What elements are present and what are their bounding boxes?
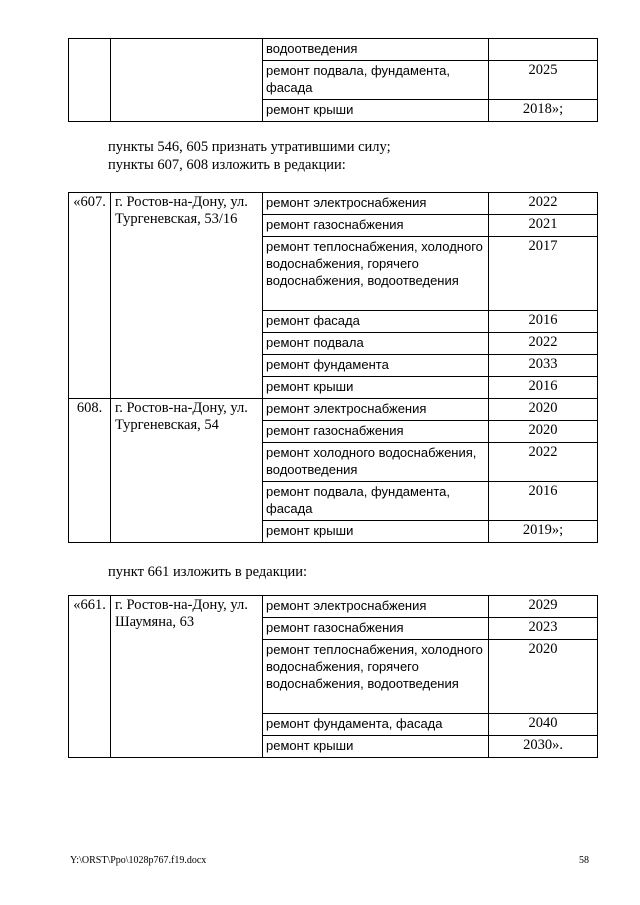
cell-year: 2030». bbox=[489, 736, 598, 758]
cell-address: г. Ростов-на-Дону, ул. Тургеневская, 54 bbox=[111, 399, 263, 543]
cell-work: ремонт электроснабжения bbox=[263, 399, 489, 421]
cell-work: ремонт электроснабжения bbox=[263, 193, 489, 215]
cell-work: ремонт газоснабжения bbox=[263, 215, 489, 237]
cell-number bbox=[69, 39, 111, 122]
cell-work: ремонт фасада bbox=[263, 311, 489, 333]
cell-year: 2025 bbox=[489, 61, 598, 100]
cell-work: ремонт газоснабжения bbox=[263, 421, 489, 443]
cell-number: «661. bbox=[69, 596, 111, 758]
table-items-607-608 bbox=[68, 192, 598, 543]
cell-year: 2020 bbox=[489, 399, 598, 421]
cell-work: ремонт фундамента bbox=[263, 355, 489, 377]
cell-year: 2020 bbox=[489, 640, 598, 714]
cell-year: 2022 bbox=[489, 193, 598, 215]
cell-year: 2040 bbox=[489, 714, 598, 736]
cell-work: ремонт крыши bbox=[263, 377, 489, 399]
cell-year: 2033 bbox=[489, 355, 598, 377]
cell-year: 2016 bbox=[489, 482, 598, 521]
cell-year: 2020 bbox=[489, 421, 598, 443]
cell-work: ремонт подвала, фундамента, фасада bbox=[263, 482, 489, 521]
cell-work: ремонт теплоснабжения, холодного водоснабжения, горячего водоснабжения, водоотведения bbox=[263, 640, 489, 714]
cell-number: 608. bbox=[69, 399, 111, 543]
paragraph-line: пункт 661 изложить в редакции: bbox=[108, 564, 308, 580]
cell-work: ремонт крыши bbox=[263, 736, 489, 758]
cell-year: 2016 bbox=[489, 311, 598, 333]
cell-year: 2022 bbox=[489, 443, 598, 482]
cell-work: ремонт подвала bbox=[263, 333, 489, 355]
table-continuation bbox=[68, 38, 598, 122]
cell-year: 2023 bbox=[489, 618, 598, 640]
paragraph-line: пункты 546, 605 признать утратившими силу; bbox=[108, 139, 391, 155]
cell-address: г. Ростов-на-Дону, ул. Шаумяна, 63 bbox=[111, 596, 263, 758]
cell-work: ремонт фундамента, фасада bbox=[263, 714, 489, 736]
cell-work: ремонт крыши bbox=[263, 521, 489, 543]
cell-work: ремонт холодного водоснабжения, водоотведения bbox=[263, 443, 489, 482]
cell-work: водоотведения bbox=[263, 39, 489, 61]
cell-year bbox=[489, 39, 598, 61]
cell-work: ремонт электроснабжения bbox=[263, 596, 489, 618]
cell-year: 2017 bbox=[489, 237, 598, 311]
paragraph-repeal bbox=[108, 138, 391, 174]
table-item-661 bbox=[68, 595, 598, 758]
paragraph-line: пункты 607, 608 изложить в редакции: bbox=[108, 157, 346, 173]
cell-year: 2019»; bbox=[489, 521, 598, 543]
cell-number: «607. bbox=[69, 193, 111, 399]
cell-work: ремонт газоснабжения bbox=[263, 618, 489, 640]
cell-work: ремонт теплоснабжения, холодного водоснабжения, горячего водоснабжения, водоотведения bbox=[263, 237, 489, 311]
cell-year: 2029 bbox=[489, 596, 598, 618]
cell-address bbox=[111, 39, 263, 122]
paragraph-661 bbox=[108, 563, 307, 581]
cell-work: ремонт крыши bbox=[263, 100, 489, 122]
cell-address: г. Ростов-на-Дону, ул. Тургеневская, 53/16 bbox=[111, 193, 263, 399]
footer-page-number: 58 bbox=[579, 855, 589, 866]
footer-file-path: Y:\ORST\Ppo\1028p767.f19.docx bbox=[70, 855, 207, 866]
cell-year: 2021 bbox=[489, 215, 598, 237]
cell-work: ремонт подвала, фундамента, фасада bbox=[263, 61, 489, 100]
cell-year: 2022 bbox=[489, 333, 598, 355]
cell-year: 2016 bbox=[489, 377, 598, 399]
cell-year: 2018»; bbox=[489, 100, 598, 122]
